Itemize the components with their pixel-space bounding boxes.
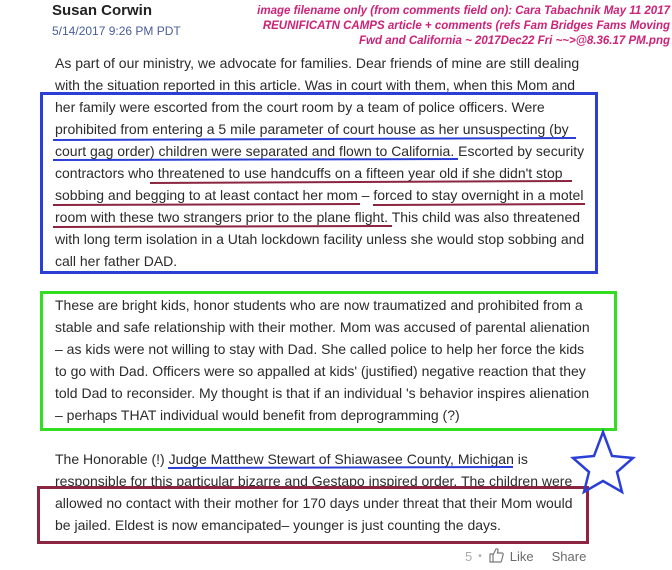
comment-paragraph-4: allowed no contact with their mother for 170 days under threat that their Mom would be jailed. Eldest is now emancipated– younger is just counting the days. [55, 495, 573, 533]
like-button[interactable]: Like [509, 548, 534, 564]
comment-author[interactable]: Susan Corwin [52, 2, 153, 19]
like-count: 5 [465, 548, 473, 564]
thumbs-up-icon[interactable] [488, 547, 504, 566]
maroon-highlight-box [37, 486, 589, 544]
blue-highlight-box [40, 92, 598, 274]
comment-paragraph-3: The Honorable (!) Judge Matthew Stewart of Shiawasee County, Michigan is responsible for this particular bizarre and Gestapo inspired order. The children were [55, 451, 573, 489]
comment-paragraph-2: These are bright kids, honor students who are now traumatized and prohibited from a stable and safe relationship with their mother. Mom was accused of parental alienation – as kids were not willing to stay with Dad. She called police to help her force the kids to go with Dad. Officers were so appalled at kids' (justified) negative reaction that they told Dad to reconsider. My thought is that if an individual 's behavior inspires alienation – perhaps THAT individual would benefit from deprogramming (?) [55, 297, 590, 423]
green-highlight-box [40, 291, 617, 431]
separator-dot: • [478, 550, 482, 562]
image-caption-annotation: image filename only (from comments field on): Cara Tabachnik May 11 2017 REUNIFICATN CAMPS article + comments (refs Fam Bridges Fams Moving Fwd and California ~ 2017Dec22 Fri ~~>@8.36.17 PM.png [257, 5, 670, 47]
share-button[interactable]: Share [551, 548, 587, 564]
comment-actions [465, 546, 586, 566]
comment-timestamp[interactable]: 5/14/2017 9:26 PM PDT [52, 24, 181, 38]
comment-paragraph-1: As part of our ministry, we advocate for families. Dear friends of mine are still dealing with the situation reported in this article. Was in court with them, when this Mom and her family were escorted from the court room by a team of police officers. Were prohibited from entering a 5 mile parameter of court house as her unsuspecting (by court gag order) children were separated and flown to California. Escorted by security contractors who threatened to use handcuffs on a fifteen year old if she didn't stop sobbing and begging to at least contact her mom – forced to stay overnight in a motel room with these two strangers prior to the plane flight. This child was also threatened with long term isolation in a Utah lockdown facility unless she would stop sobbing and call her father DAD. [55, 55, 585, 269]
